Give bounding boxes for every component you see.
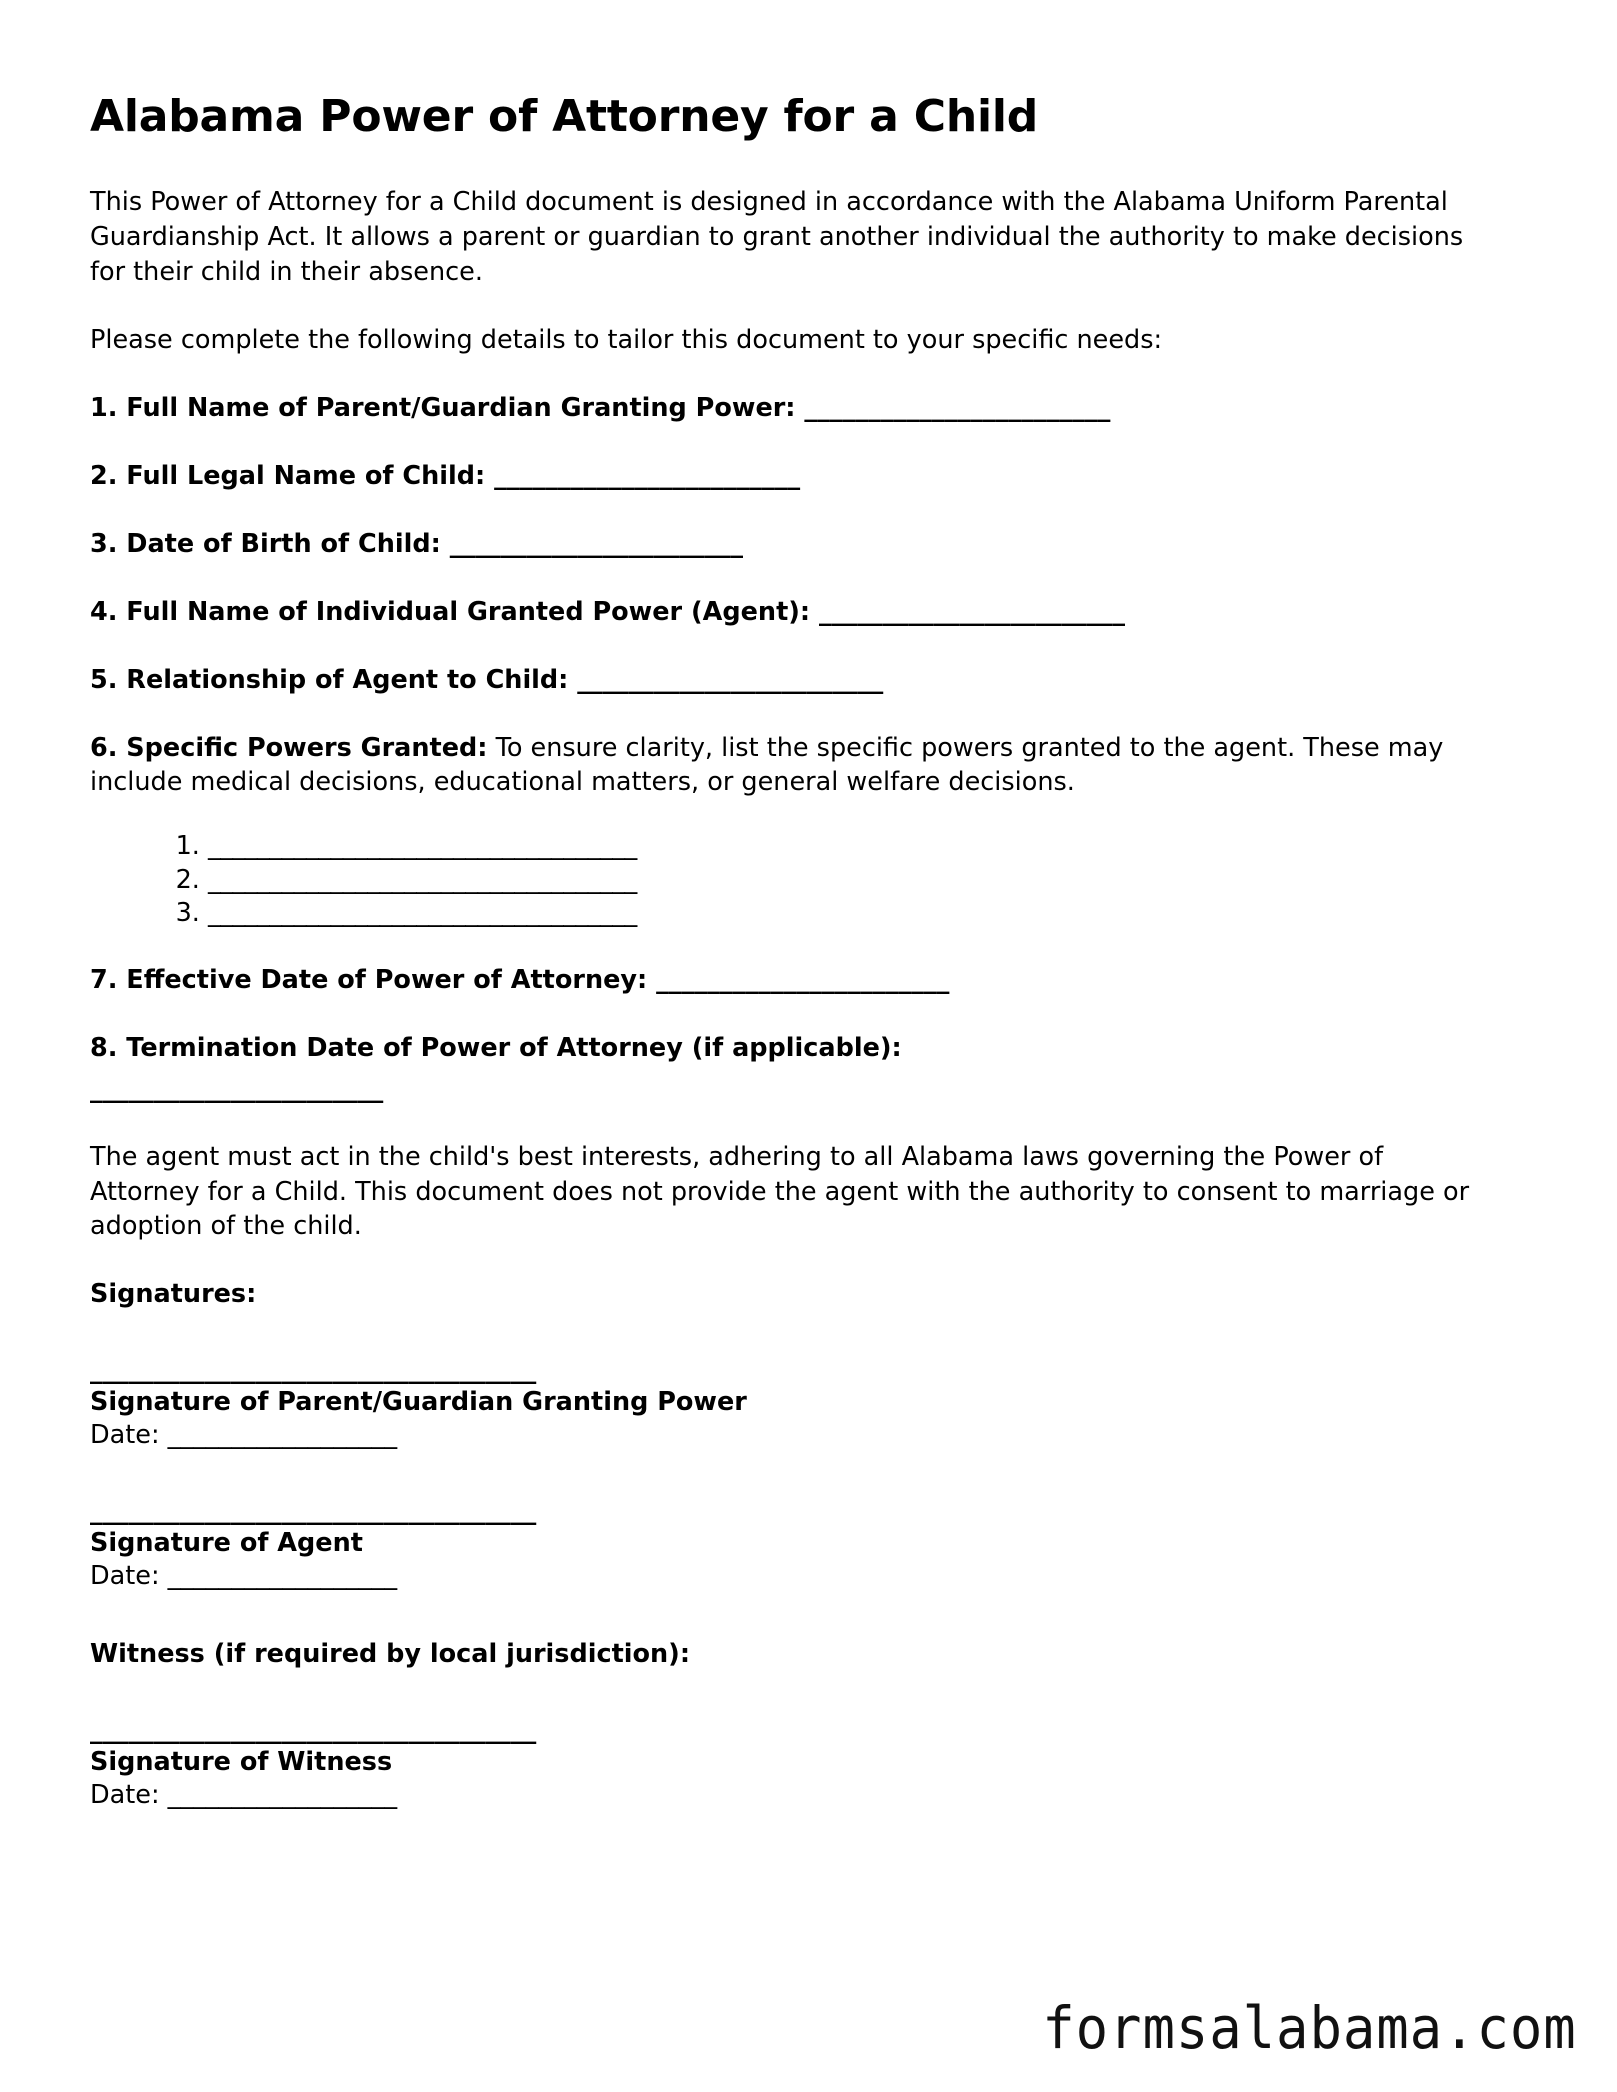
signature-rule[interactable]: ___________________________________ <box>90 1358 537 1386</box>
field-label: 2. Full Legal Name of Child: <box>90 460 486 491</box>
footer-watermark: formsalabama.com <box>1042 1994 1577 2062</box>
specific-powers-paragraph <box>90 731 1499 801</box>
specific-powers-list <box>90 830 1499 929</box>
field-blank[interactable]: ________________________ <box>819 596 1126 627</box>
power-blank[interactable]: ___________________________________ <box>208 897 637 928</box>
field-blank[interactable]: _______________________ <box>449 528 743 559</box>
signature-rule[interactable]: ___________________________________ <box>90 1717 537 1745</box>
page-title: Alabama Power of Attorney for a Child <box>90 91 1039 142</box>
date-blank[interactable]: __________________ <box>167 1779 398 1810</box>
date-label: Date: <box>90 1779 168 1810</box>
field-blank[interactable]: ________________________ <box>577 664 884 695</box>
witness-heading: Witness (if required by local jurisdiction): <box>90 1638 691 1669</box>
power-blank[interactable]: ___________________________________ <box>208 864 637 895</box>
date-label: Date: <box>90 1560 168 1591</box>
field-row-child-dob <box>90 527 1499 562</box>
field-label: 3. Date of Birth of Child: <box>90 528 441 559</box>
intro-paragraph: This Power of Attorney for a Child document is designed in accordance with the Alabama Uniform Parental Guardianship Act. It allows a parent or guardian to grant another individual the authority to make decisions for their child in their absence. <box>90 187 1464 288</box>
field-label: 7. Effective Date of Power of Attorney: <box>90 964 648 995</box>
field-blank[interactable]: _______________________ <box>656 964 950 995</box>
date-label: Date: <box>90 1420 168 1451</box>
signature-date-row <box>90 1779 1499 1812</box>
signatures-heading: Signatures: <box>90 1279 257 1310</box>
list-item <box>208 830 1499 863</box>
field-row-agent-name <box>90 595 1499 630</box>
field-row-parent-guardian-name <box>90 391 1499 426</box>
signature-date-row <box>90 1560 1499 1593</box>
specific-powers-text: To ensure clarity, list the specific powers granted to the agent. These may include medical decisions, educational matters, or general welfare decisions. <box>90 732 1444 798</box>
specific-powers-label: 6. Specific Powers Granted: <box>90 732 488 763</box>
field-label: 8. Termination Date of Power of Attorney (if applicable): <box>90 1032 902 1063</box>
power-blank[interactable]: ___________________________________ <box>208 831 637 862</box>
date-blank[interactable]: __________________ <box>167 1560 398 1591</box>
field-row-termination-date <box>90 1031 1499 1066</box>
closing-paragraph: The agent must act in the child's best interests, adhering to all Alabama laws governing the Power of Attorney for a Child. This document does not provide the agent with the authority to consent to marriage or adoption of the child. <box>90 1141 1470 1242</box>
signature-label: Signature of Witness <box>90 1746 393 1777</box>
field-row-agent-relationship <box>90 663 1499 698</box>
field-blank[interactable]: ________________________ <box>804 392 1111 423</box>
field-label: 4. Full Name of Individual Granted Power (Agent): <box>90 596 811 627</box>
field-label: 5. Relationship of Agent to Child: <box>90 664 569 695</box>
termination-date-blank[interactable]: _______________________ <box>90 1073 384 1104</box>
signature-block-parent-guardian <box>90 1358 1499 1452</box>
date-blank[interactable]: __________________ <box>167 1420 398 1451</box>
field-row-child-name <box>90 459 1499 494</box>
signature-label: Signature of Agent <box>90 1527 363 1558</box>
field-blank[interactable]: ________________________ <box>494 460 801 491</box>
list-item <box>208 897 1499 930</box>
signature-rule[interactable]: ___________________________________ <box>90 1498 537 1526</box>
signature-block-witness <box>90 1718 1499 1812</box>
signature-label: Signature of Parent/Guardian Granting Power <box>90 1387 747 1418</box>
signature-block-agent <box>90 1499 1499 1593</box>
field-label: 1. Full Name of Parent/Guardian Granting Power: <box>90 392 796 423</box>
list-item <box>208 864 1499 897</box>
instruction-paragraph: Please complete the following details to tailor this document to your specific needs: <box>90 325 1163 356</box>
signature-date-row <box>90 1419 1499 1452</box>
field-row-effective-date <box>90 963 1499 998</box>
